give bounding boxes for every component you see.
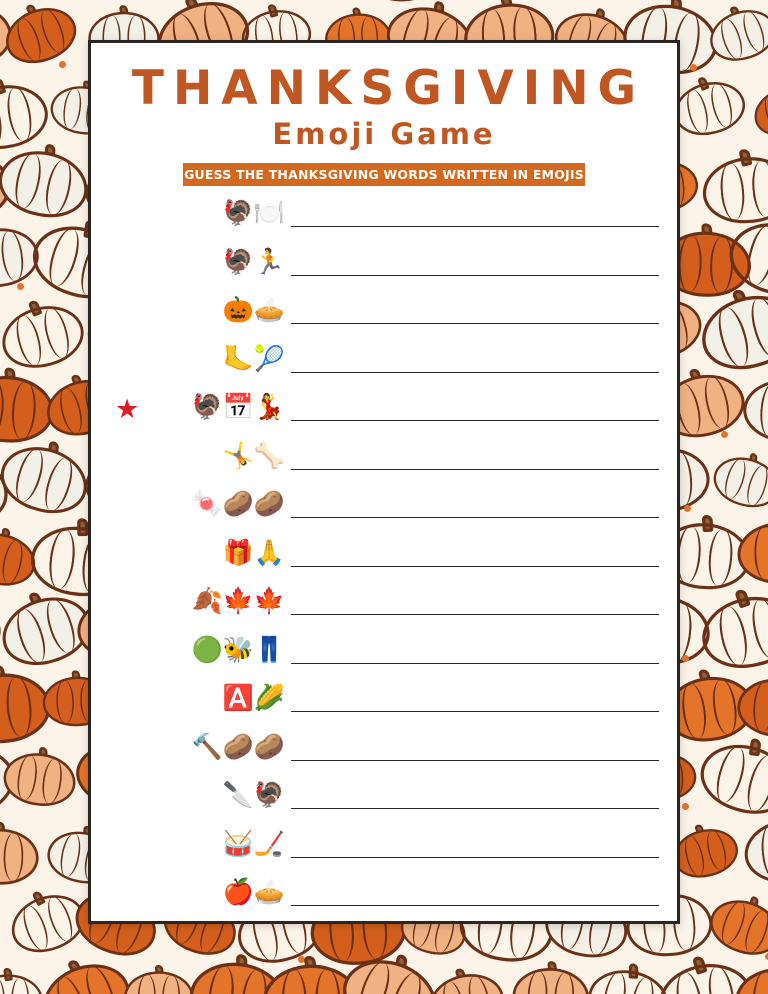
answer-line[interactable] [291,323,659,324]
pumpkin-icon [0,889,4,962]
answer-line[interactable] [291,857,659,858]
answer-line[interactable] [291,469,659,470]
page-title: THANKSGIVING [131,61,646,116]
answer-line[interactable] [291,760,659,761]
puzzle-row [109,732,659,781]
pumpkin-icon [735,668,768,741]
puzzle-row [109,780,659,829]
puzzle-emojis: 🦃🍽️ [222,198,285,227]
pumpkin-icon [741,368,768,448]
dot-decoration [59,61,66,68]
page-subtitle: Emoji Game [272,117,496,151]
pumpkin-icon [511,959,591,994]
dot-decoration [684,505,691,512]
pumpkin-icon [735,959,768,994]
answer-line[interactable] [291,905,659,906]
pumpkin-icon [707,444,768,516]
answer-line[interactable] [291,711,659,712]
answer-line[interactable] [291,614,659,615]
star-icon: ★ [115,394,140,424]
instruction-text: GUESS THE THANKSGIVING WORDS WRITTEN IN EMOJIS [184,167,584,182]
puzzle-row [109,683,659,732]
puzzle-row [109,295,659,344]
answer-line[interactable] [291,808,659,809]
worksheet-sheet [88,40,680,924]
dot-decoration [682,655,689,662]
puzzle-row [109,586,659,635]
puzzle-row [109,489,659,538]
puzzle-emojis: 🔪🦃 [222,780,285,809]
puzzle-emojis: 🎁🙏 [222,537,285,567]
puzzle-row [109,441,659,490]
puzzle-row [109,538,659,587]
pumpkin-icon [746,73,768,145]
puzzle-emojis: 🅰️🌽 [222,683,285,712]
instruction-bar [183,163,585,186]
answer-line[interactable] [291,372,659,373]
dot-decoration [682,803,689,810]
puzzle-emojis: 🦃🏃 [222,246,285,276]
puzzle-list [91,198,677,926]
answer-line[interactable] [291,275,659,276]
pumpkin-icon [741,807,768,889]
puzzle-row [109,829,659,878]
answer-line[interactable] [291,226,659,227]
puzzle-emojis: 🥁🏒 [222,828,285,858]
dot-decoration [17,283,24,290]
pumpkin-icon [0,290,91,378]
puzzle-emojis: 🟢🐝👖 [191,634,285,664]
puzzle-emojis: 🍂🍁🍁 [191,586,285,615]
puzzle-emojis: 🤸🦴 [222,440,285,470]
puzzle-row [109,877,659,926]
answer-line[interactable] [291,566,659,567]
dot-decoration [721,431,728,438]
puzzle-emojis: 🦶🎾 [222,343,285,373]
puzzle-row [109,198,659,247]
puzzle-row [109,247,659,296]
puzzle-emojis: 🦃📅💃 [191,392,285,421]
puzzle-row [109,344,659,393]
pumpkin-icon [0,742,80,812]
pumpkin-icon [124,964,195,994]
puzzle-emojis: 🍬🥔🥔 [191,489,285,518]
puzzle-row [109,392,659,441]
puzzle-emojis: 🔨🥔🥔 [191,731,285,761]
pumpkin-icon [0,821,39,887]
answer-line[interactable] [291,420,659,421]
puzzle-row [109,635,659,684]
dot-decoration [690,64,697,71]
answer-line[interactable] [291,517,659,518]
answer-line[interactable] [291,663,659,664]
puzzle-emojis: 🍎🥧 [222,877,285,906]
pumpkin-icon [0,0,84,74]
puzzle-emojis: 🎃🥧 [222,295,285,324]
pumpkin-icon [737,514,768,587]
